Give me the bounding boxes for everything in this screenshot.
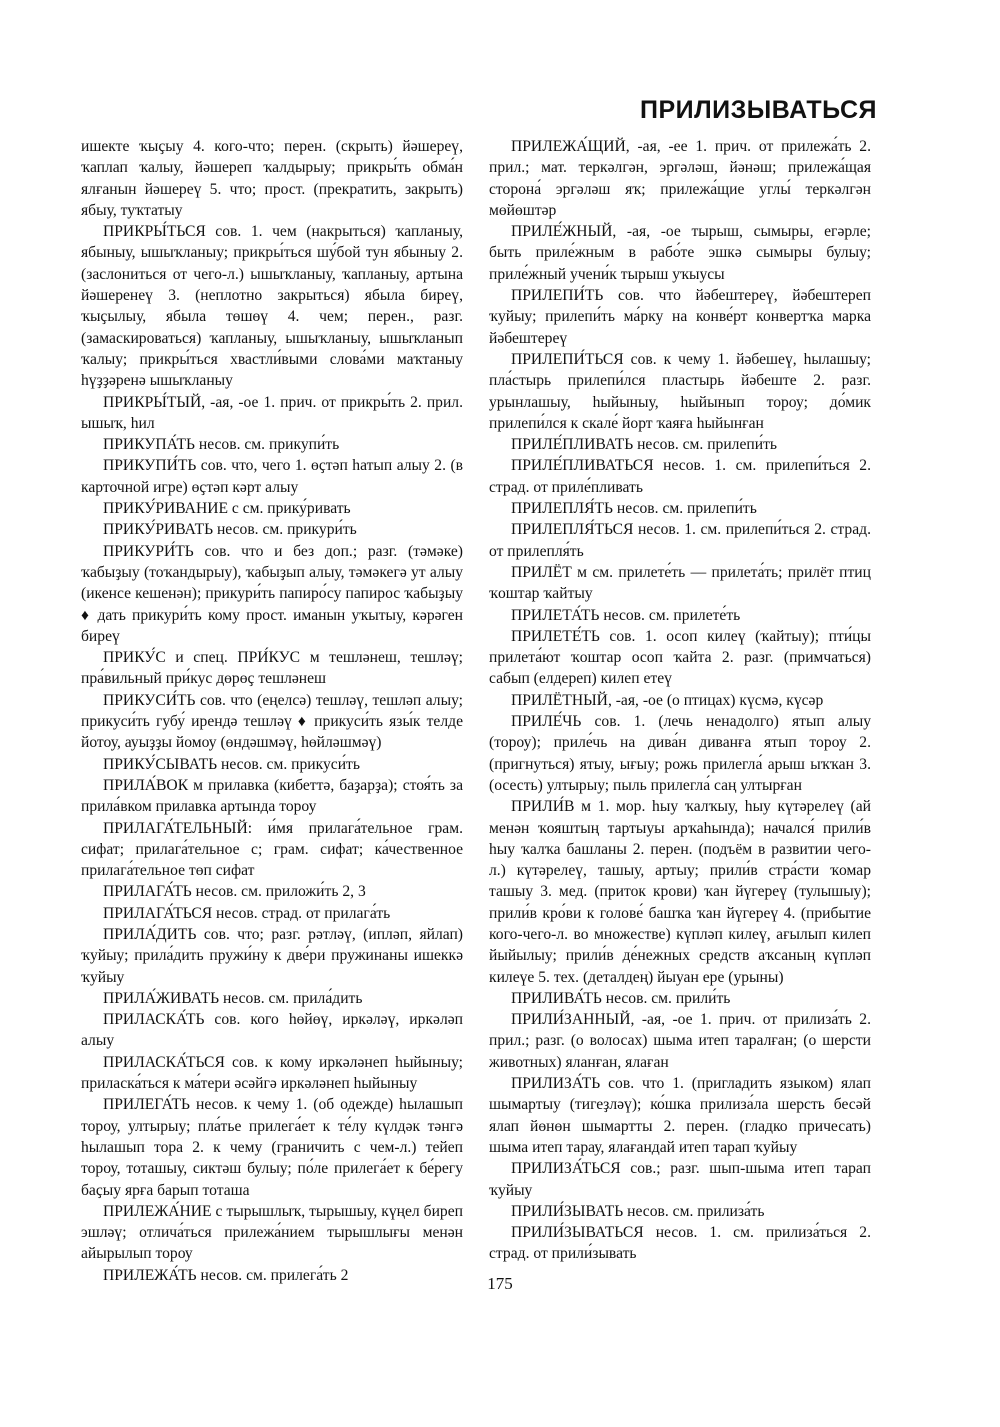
dict-entry: ПРИЛА́ЖИВАТЬ несов. см. прила́дить: [103, 989, 363, 1007]
page-number: 175: [487, 1274, 513, 1293]
dict-entry: ПРИКУПА́ТЬ несов. см. прикупи́ть: [103, 436, 340, 454]
left-column: [81, 136, 463, 1286]
right-column: [489, 136, 871, 1265]
dict-entry: ПРИЛЕПИ́ТЬ сов. что йәбештереү, йәбештереп ҡуйыу; прилепи́ть ма́рку на конве́рт конвертҡа марка йәбештереү: [489, 287, 871, 347]
dict-entry: ПРИЛАСКА́ТЬ сов. кого һөйөү, иркәләү, иркәләп алыу: [81, 1011, 463, 1050]
dict-entry: ПРИЛЕ́ЖНЫЙ, -ая, -ое тырыш, сымыры, егәрле; быть приле́жным в рабо́те эшкә сымыры булыу; приле́жный учени́к тырыш уҡыусы: [489, 223, 871, 283]
dict-entry: ПРИКРЫ́ТЬСЯ сов. 1. чем (накрыться) ҡапланыу, ябыныу, ышыҡланыу; прикры́ться шу́бой тун ябыныу 2. (заслониться от чего-л.) ышыҡланыу, ҡапланыу, артына йәшеренеү 3. (неплотно закрыться) ябыла биреү, ҡыҫылыу, ябыла төшөү 4. чем; перен., разг. (замаскироваться) ҡапланыу, ышыҡланыу, ышыҡланып ҡалыу; прикры́ться хвастли́выми слова́ми маҡтаныу һүҙҙәренә ышыҡланыу: [81, 223, 463, 390]
dict-entry: ПРИЛИ́ЗЫВАТЬ несов. см. прилиза́ть: [511, 1202, 765, 1220]
dict-entry: ПРИКУ́РИВАТЬ несов. см. прикури́ть: [103, 521, 357, 539]
dict-entry: ПРИЛЕ́ПЛИВАТЬ несов. см. прилепи́ть: [511, 436, 778, 454]
dict-entry: ПРИЛИ́ЗАННЫЙ, -ая, -ое 1. прич. от прилиза́ть 2. прил.; разг. (о волосах) шыма итеп таралған; (о шерсти животных) яланған, ялаған: [489, 1011, 871, 1071]
dict-entry: ПРИЛЕЖА́ЩИЙ, -ая, -ее 1. прич. от прилежа́ть 2. прил.; мат. теркәлгән, эргәләш, йәнәш; прилежа́щая сторона́ эргәләш яҡ; прилежа́щие углы́ теркәлгән мөйөштәр: [489, 138, 871, 219]
dict-entry: ПРИЛЕПЛЯ́ТЬСЯ несов. 1. см. прилепи́ться 2. страд. от прилепля́ть: [489, 521, 871, 560]
dict-entry: ПРИЛАГА́ТЕЛЬНЫЙ: и́мя прилага́тельное грам. сифат; прилага́тельное с; грам. сифат; ка́чественное прилага́тельное төп сифат: [81, 819, 463, 880]
dict-entry: ПРИЛЕТЕ́ТЬ сов. 1. осоп килеү (ҡайтыу); пти́цы прилета́ют ҡоштар осоп ҡайта 2. разг. (примчаться) сабып (елдереп) килеп етеү: [489, 627, 871, 688]
dict-entry: ПРИЛЁТ м см. прилете́ть — прилета́ть; прилёт птиц ҡоштар ҡайтыу: [489, 563, 871, 603]
dict-entry: ПРИКУСИ́ТЬ сов. что (еңелсә) тешләү, тешләп алыу; прикуси́ть губу́ ирендә тешләү ♦ прикуси́ть язы́к телде йотоу, ауыҙҙы йомоу (өндәшмәү, һөйләшмәү): [81, 691, 463, 752]
dict-entry: ПРИЛАСКА́ТЬСЯ сов. к кому иркәләнеп һыйыныу; приласка́ться к ма́тери әсәйгә иркәләнеп һыйыныу: [81, 1053, 463, 1093]
dict-entry: ПРИЛЕПИ́ТЬСЯ сов. к чему 1. йәбешеү, һылашыу; пла́стырь прилепи́лся пластырь йәбеште 2. разг. урынлашыу, һыйыныу, һыйынып тороу; до́мик прилепи́лся к скале́ йорт ҡаяға һыйынған: [489, 350, 871, 432]
dict-entry: ПРИЛИ́В м 1. мор. һыу ҡалҡыу, һыу күтәрелеү (ай менән ҡояштың тартыуы арҡаһында); начался́ прили́в һыу ҡалҡа башланы 2. перен. (подъём в развитии чего-л.) күтәрелеү, ташыу, артыу; прили́в стра́сти ҡомар ташыу 3. мед. (приток крови) ҡан йүгереү (тулышыу); прили́в кро́ви к голове́ башҡа ҡан йүгереү 4. (прибытие кого-чего-л. во множестве) күпләп килеү, ағылып килеп йыйылыу; прили́в де́нежных средств аҡсаның күпләп килеүе 5. тех. (деталдең) йыуан ере (урыны): [489, 798, 871, 986]
dict-entry: ПРИЛА́ВОК м прилавка (кибеттә, баҙарҙа); стоя́ть за прила́вком прилавка артында тороу: [81, 776, 463, 816]
dict-entry: ПРИЛЕЖА́ТЬ несов. см. прилега́ть 2: [103, 1266, 349, 1284]
running-head: ПРИЛИЗЫВАТЬСЯ: [640, 96, 878, 124]
dict-entry: ишекте ҡыҫыу 4. кого-что; перен. (скрыть) йәшереү, ҡаплап ҡалыу, йәшереп ҡалдырыу; прикры́ть обма́н ялғанын йәшереү 5. что; прост. (прекратить, закрыть) ябыу, туҡтатыу: [81, 138, 463, 219]
dict-entry: ПРИКУ́СЫВАТЬ несов. см. прикуси́ть: [103, 755, 360, 773]
dict-entry: ПРИКУ́С и спец. ПРИ́КУС м тешләнеш, тешләү; пра́вильный при́кус дөрөҫ тешләнеш: [81, 649, 463, 688]
dict-entry: ПРИЛЕГА́ТЬ несов. к чему 1. (об одежде) һылашып тороу, ултырыу; пла́тье прилега́ет к те́лу күлдәк тәнгә һылашып тора 2. к чему (граничить с чем-л.) тейеп тороу, тоташыу, сиктәш булыу; по́ле прилега́ет к бе́регу баҫыу ярға барып тоташа: [81, 1096, 463, 1199]
dict-entry: ПРИЛАГА́ТЬ несов. см. приложи́ть 2, 3: [103, 883, 366, 901]
dict-entry: ПРИЛИ́ЗЫВАТЬСЯ несов. 1. см. прилиза́ться 2. страд. от прили́зывать: [489, 1224, 871, 1263]
dict-entry: ПРИЛЕ́ЧЬ сов. 1. (лечь ненадолго) ятып алыу (тороу); приле́чь на дива́н диванға ятып тороу 2. (пригнуться) ятыу, ығыу; рожь прилегла́ арыш ыҡҡан 3. (осесть) ултырыу; пыль прилегла́ саң ултырған: [489, 713, 871, 794]
dict-entry: ПРИЛЕЖА́НИЕ с тырышлыҡ, тырышыу, күңел биреп эшләү; отлича́ться прилежа́нием тырышлығы менән айырылып тороу: [81, 1202, 463, 1263]
dict-entry: ПРИЛИЗА́ТЬ сов. что 1. (пригладить языком) ялап шымартыу (тигеҙләү); ко́шка прилиза́ла шерсть бесәй ялап йөнөн шымартты 2. перен. (гладко причесать) шыма итеп тарау, ялағандай итеп тарап ҡуйыу: [489, 1075, 871, 1156]
dict-entry: ПРИЛЕТА́ТЬ несов. см. прилете́ть: [511, 606, 741, 624]
dict-entry: ПРИКУРИ́ТЬ сов. что и без доп.; разг. (тәмәке) ҡабыҙыу (тоҡандырыу), ҡабыҙып алыу, тәмәкегә ут алыу (икенсе кешенән); прикури́ть папиро́су папирос ҡабыҙыу ♦ дать прикури́ть кому прост. иманын уҡытыу, кәрәген биреү: [81, 542, 463, 645]
dict-entry: ПРИЛИЗА́ТЬСЯ сов.; разг. шып-шыма итеп тарап ҡуйыу: [489, 1160, 871, 1199]
dict-entry: ПРИЛЕ́ПЛИВАТЬСЯ несов. 1. см. прилепи́ться 2. страд. от приле́пливать: [489, 457, 871, 496]
dict-entry: ПРИЛА́ДИТЬ сов. что; разг. рәтләү, (ипләп, яйлап) ҡуйыу; прила́дить пружи́ну к две́ри пружинаны ишеккә ҡуйыу: [81, 925, 463, 986]
dict-entry: ПРИЛИВА́ТЬ несов. см. прили́ть: [511, 989, 731, 1007]
dict-entry: ПРИЛЁТНЫЙ, -ая, -ое (о птицах) күсмә, күсәр: [511, 691, 824, 709]
dict-entry: ПРИКУПИ́ТЬ сов. что, чего 1. өҫтәп һатып алыу 2. (в карточной игре) өҫтәп кәрт алыу: [81, 457, 463, 496]
dict-entry: ПРИЛЕПЛЯ́ТЬ несов. см. прилепи́ть: [511, 500, 757, 518]
dict-entry: ПРИЛАГА́ТЬСЯ несов. страд. от прилага́ть: [103, 904, 391, 922]
dict-entry: ПРИКРЫ́ТЫЙ, -ая, -ое 1. прич. от прикры́ть 2. прил. ышыҡ, һил: [81, 393, 463, 432]
dict-entry: ПРИКУ́РИВАНИЕ с см. прику́ривать: [103, 500, 351, 518]
